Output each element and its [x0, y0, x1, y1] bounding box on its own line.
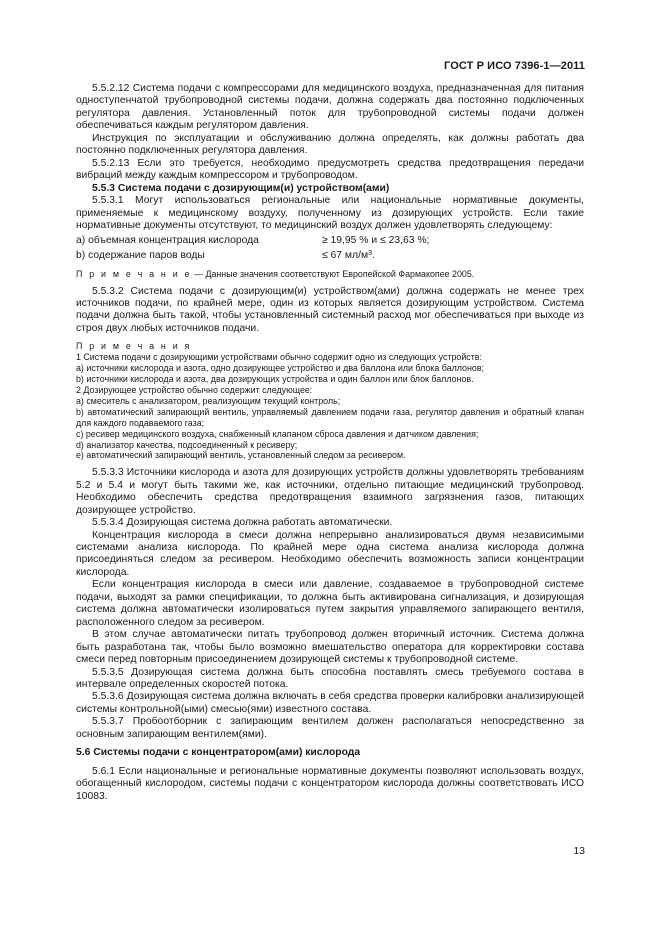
- clause-5-5-3-5: 5.5.3.5 Дозирующая система должна быть способна поставлять смесь требуемого состава в интервале определенных скоростей потока.: [76, 666, 584, 691]
- paragraph-alarm: Если концентрация кислорода в смеси или давление, создаваемое в трубопроводной системе подачи, выходят за рамки спецификации, то должна быть активирована сигнализация, и дозирующая система должна автоматически изолироваться путем закрытия управляемого запирающего вентиля, расположенного следом за ресивером.: [76, 579, 584, 628]
- clause-5-5-3-7: 5.5.3.7 Пробоотборник с запирающим вентилем должен располагаться непосредственно за основным запирающим вентилем(ями).: [76, 716, 584, 740]
- paragraph-concentration: Концентрация кислорода в смеси должна непрерывно анализироваться двумя независимыми системами анализа кислорода. По крайней мере одна система анализа кислорода должна присоединяться следом за ресивером. Необходимо обеспечить возможность записи концентрации кислорода.: [76, 529, 584, 578]
- clause-5-5-3-1: 5.5.3.1 Могут использоваться региональные или национальные нормативные документы, применяемые к медицинскому воздуху, полученному из дозирующих устройств. Если такие нормативные документы отсутствуют, то медицинский воздух должен удовлетворять следующему:: [76, 195, 584, 231]
- clause-5-5-3-6: 5.5.3.6 Дозирующая система должна включать в себя средства проверки калибровки анализирующей системы контрольной(ыми) смесью(ями) известного состава.: [76, 691, 584, 715]
- note-line: d) анализатор качества, подсоединенный к ресиверу;: [76, 439, 298, 450]
- heading-5-5-3: 5.5.3 Система подачи с дозирующим(и) устройством(ами): [92, 182, 390, 194]
- list-item: [76, 248, 584, 263]
- clause-5-5-3-4: 5.5.3.4 Дозирующая система должна работать автоматически.: [92, 517, 393, 529]
- heading-5-6: 5.6 Системы подачи с концентратором(ами) кислорода: [76, 747, 361, 759]
- clause-5-5-2-13: 5.5.2.13 Если это требуется, необходимо предусмотреть средства предотвращения передачи вибраций между каждым компрессором и трубопроводом.: [76, 157, 584, 182]
- note-line: a) смеситель с анализатором, реализующим текущий контроль;: [76, 395, 341, 406]
- note-line: 2 Дозирующее устройство обычно содержит следующее:: [76, 384, 313, 395]
- page-number: 13: [573, 845, 585, 857]
- requirements-list: [76, 235, 584, 262]
- note-single: [76, 269, 584, 280]
- note-line: b) источники кислорода и азота, два дозирующих устройства и один баллон или блок баллонов.: [76, 374, 474, 385]
- clause-5-5-3-3: 5.5.3.3 Источники кислорода и азота для дозирующих устройств должны удовлетворять требованиям 5.2 и 5.4 и могут быть такими же, как источники, отдельно питающие медицинский трубопровод. Необходимо обеспечить средства предотвращения взаимного загрязнения газов, питающих дозирующее устройство.: [76, 467, 584, 516]
- paragraph-instruction: Инструкция по эксплуатации и обслуживанию должна определять, как должны работать два постоянно подключенных регулятора давления.: [76, 132, 584, 157]
- clause-5-6-1: 5.6.1 Если национальные и региональные нормативные документы позволяют использовать воздух, обогащенный кислородом, системы подачи с концентратором кислорода должны соответствовать ИСО 10083.: [76, 765, 584, 802]
- note-line: a) источники кислорода и азота, одно дозирующее устройство и два баллона или блока баллонов;: [76, 363, 485, 374]
- paragraph-secondary-source: В этом случае автоматически питать трубопровод должен вторичный источник. Система должна быть разработана так, чтобы было возможно вмешательство оператора для корректировки состава смеси перед повторным присоединением дозирующей системы к трубопроводной системе.: [76, 629, 584, 666]
- document-header: ГОСТ Р ИСО 7396-1—2011: [444, 60, 585, 72]
- list-item-value: ≥ 19,95 % и ≤ 23,63 %;: [322, 235, 430, 247]
- note-line: c) ресивер медицинского воздуха, снабженный клапаном сброса давления и датчиком давления;: [76, 428, 479, 439]
- note-line: e) автоматический запирающий вентиль, установленный следом за ресивером.: [76, 450, 406, 461]
- note-line: 1 Система подачи с дозирующими устройствами обычно содержит одно из следующих устройств:: [76, 352, 482, 363]
- superscript: 3: [368, 250, 372, 258]
- value-text: ≤ 67 мл/м: [322, 250, 369, 262]
- list-item-label: b) содержание паров воды: [76, 250, 205, 262]
- list-item: [76, 235, 584, 248]
- note-title: П р и м е ч а н и е: [76, 268, 192, 279]
- clause-5-5-2-12: 5.5.2.12 Система подачи с компрессорами для медицинского воздуха, предназначенная для питания одноступенчатой трубопроводной системы подачи, должна содержать два постоянно подключенных регулятора давления. Установленный поток для трубопроводной системы подачи должен обеспечиваться каждым регулятором давления.: [76, 83, 584, 132]
- list-item-value: [322, 248, 584, 263]
- notes-title: П р и м е ч а н и я: [76, 341, 192, 352]
- document-body: [76, 83, 584, 803]
- note-text: — Данные значения соответствуют Европейской Фармакопее 2005.: [191, 268, 475, 279]
- list-item-label: a) объемная концентрация кислорода: [76, 235, 259, 247]
- clause-5-5-3-2: 5.5.3.2 Система подачи с дозирующим(и) устройством(ами) должна содержать не менее трех источников подачи, по крайней мере, один из которых является дозирующим устройством. Система подачи должна быть такой, чтобы установленный системный расход мог обеспечиваться при выходе из строя двух любых источников подачи.: [76, 285, 584, 334]
- note-line: b) автоматический запирающий вентиль, управляемый давлением подачи газа, регулятор давления и обратный клапан для каждого подаваемого газа;: [76, 406, 584, 428]
- value-end: .: [371, 250, 375, 262]
